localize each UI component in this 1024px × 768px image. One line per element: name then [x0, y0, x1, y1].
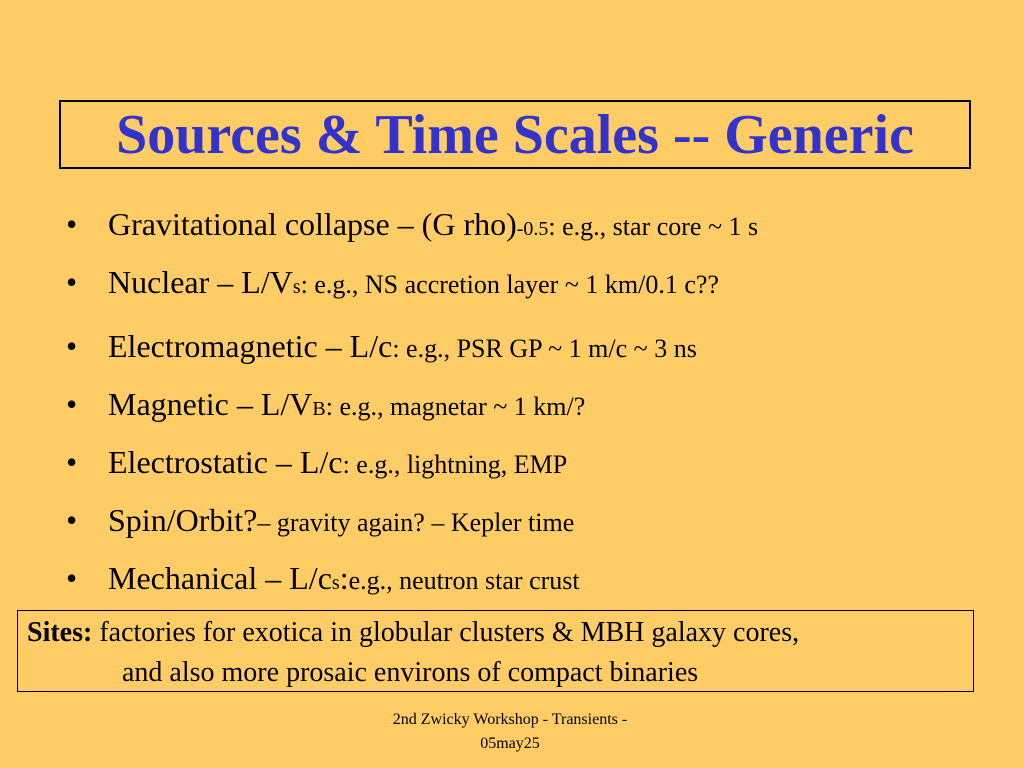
bullet-electromagnetic: [66, 328, 697, 365]
footer-line-1: 2nd Zwicky Workshop - Transients -: [392, 711, 628, 728]
bullet-example: : e.g., NS accretion layer ~ 1 km/0.1 c??: [300, 270, 719, 299]
bullet-main-text: Electromagnetic – L/c: [108, 328, 393, 364]
bullet-marker: •: [66, 560, 78, 596]
bullet-marker: •: [66, 206, 78, 242]
bullet-example: : e.g., magnetar ~ 1 km/?: [325, 392, 586, 421]
bullet-main-text: Gravitational collapse – (G rho): [108, 206, 517, 242]
sites-line-1: [27, 614, 799, 652]
sites-label: Sites:: [27, 617, 93, 648]
bullet-magnetic: • Magnetic – L/V B : e.g., magnetar ~ 1 km/?: [66, 386, 586, 422]
bullet-example: – gravity again? – Kepler time: [257, 508, 575, 537]
bullet-mechanical: • Mechanical – L/c s : e.g., neutron star crust: [66, 560, 580, 596]
bullet-main-text: Nuclear – L/V: [108, 264, 293, 300]
bullet-example: e.g., neutron star crust: [348, 566, 580, 595]
bullet-gravitational: • Gravitational collapse – (G rho) -0.5 : e.g., star core ~ 1 s: [66, 206, 759, 242]
bullet-main-text: Electrostatic – L/c: [108, 444, 343, 480]
bullet-main-text: Mechanical – L/c: [108, 560, 332, 596]
bullet-colon: :: [339, 560, 349, 596]
bullet-electrostatic: [66, 444, 567, 481]
bullet-marker: •: [66, 264, 78, 300]
bullet-example: : e.g., star core ~ 1 s: [548, 212, 759, 241]
bullet-marker: •: [66, 386, 78, 422]
sites-box: [17, 610, 974, 692]
bullet-marker: •: [66, 328, 78, 364]
bullet-spin-orbit: [66, 502, 574, 539]
sites-text-1: factories for exotica in globular clusters & MBH galaxy cores,: [92, 617, 800, 648]
sites-text-2: and also more prosaic environs of compact binaries: [122, 657, 699, 688]
title-box: [59, 100, 971, 169]
bullet-main-text: Magnetic – L/V: [108, 386, 313, 422]
bullet-marker: •: [66, 444, 78, 480]
bullet-example: : e.g., lightning, EMP: [342, 450, 568, 479]
footer-line-2: 05may25: [480, 735, 540, 752]
bullet-marker: •: [66, 502, 78, 538]
slide-title: Sources & Time Scales -- Generic: [116, 103, 914, 166]
bullet-nuclear: • Nuclear – L/V s : e.g., NS accretion layer ~ 1 km/0.1 c??: [66, 264, 719, 300]
bullet-main-text: Spin/Orbit?: [108, 502, 258, 538]
footer: [340, 708, 680, 756]
bullet-example: : e.g., PSR GP ~ 1 m/c ~ 3 ns: [392, 334, 697, 363]
